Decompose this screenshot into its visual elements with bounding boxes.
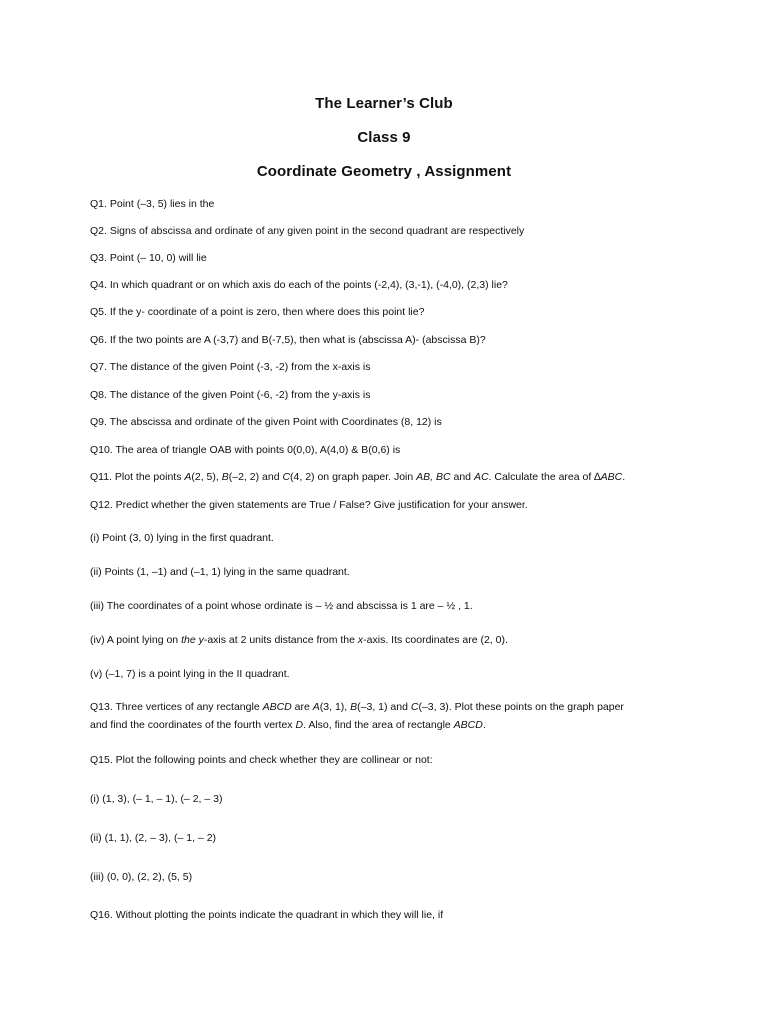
question-12-item-iv (90, 631, 690, 649)
question-13-line-2 (90, 716, 690, 734)
question-15-item-iii: (iii) (0, 0), (2, 2), (5, 5) (90, 871, 193, 883)
q11-point-b: B (221, 471, 229, 483)
question-15: Q15. Plot the following points and check whether they are collinear or not: (90, 754, 433, 766)
q11-part: (–2, 2) and (228, 471, 283, 483)
q12-iv-part: -axis. Its coordinates are (2, 0). (363, 634, 508, 646)
q13-part: and find the coordinates of the fourth vertex (90, 719, 296, 731)
question-1-number: Q1 (90, 198, 105, 210)
q13-point-a: A (312, 701, 320, 713)
question-16-number: Q16 (90, 909, 110, 921)
q11-part: and (450, 471, 474, 483)
q13-part: . (482, 719, 486, 731)
q12-iv-x-axis: x (357, 634, 364, 646)
question-12-item-v: (v) (–1, 7) is a point lying in the II quadrant. (90, 668, 290, 680)
q13-rectangle: ABCD (453, 719, 483, 731)
q11-point-a: A (184, 471, 192, 483)
assignment-title: Coordinate Geometry , Assignment (256, 163, 512, 180)
question-4: Q4. In which quadrant or on which axis do each of the points (-2,4), (3,-1), (-4,0), (2,3) lie? (90, 279, 508, 291)
question-16 (90, 906, 690, 924)
question-7: Q7. The distance of the given Point (-3, -2) from the x-axis is (90, 361, 371, 373)
q13-part: (–3, 1) and (357, 701, 411, 713)
question-15-item-i: (i) (1, 3), (– 1, – 1), (– 2, – 3) (90, 793, 223, 805)
question-2: Q2. Signs of abscissa and ordinate of any given point in the second quadrant are respectively (90, 225, 525, 237)
question-3: Q3. Point (– 10, 0) will lie (90, 252, 207, 264)
q11-point-c: C (282, 471, 291, 483)
q11-segments: AB, BC (416, 471, 451, 483)
question-9: Q9. The abscissa and ordinate of the given Point with Coordinates (8, 12) is (90, 416, 442, 428)
question-12-item-ii: (ii) Points (1, –1) and (–1, 1) lying in the same quadrant. (90, 566, 350, 578)
q11-part: (4, 2) on graph paper. Join (290, 471, 417, 483)
question-6: Q6. If the two points are A (-3,7) and B(-7,5), then what is (abscissa A)- (abscissa B)? (90, 334, 486, 346)
q13-point-b: B (350, 701, 358, 713)
q11-triangle: ABC (600, 471, 623, 483)
question-13-number: Q13 (90, 701, 110, 713)
question-13-line-1 (90, 698, 690, 716)
school-name: The Learner’s Club (315, 95, 453, 112)
question-1-text: . Point (–3, 5) lies in the (104, 198, 215, 210)
q13-part: (3, 1), (319, 701, 351, 713)
question-12: Q12. Predict whether the given statements are True / False? Give justification for your answer. (90, 499, 528, 511)
class-label: Class 9 (357, 129, 411, 146)
q12-iv-part: (iv) A point lying on (90, 634, 182, 646)
q13-part: (–3, 3). Plot these points on the graph paper (418, 701, 624, 713)
q13-part: . Also, find the area of rectangle (303, 719, 454, 731)
q12-iv-y-axis: the y (181, 634, 204, 646)
question-1 (90, 195, 690, 213)
q13-part: are (291, 701, 313, 713)
question-12-item-iii: (iii) The coordinates of a point whose ordinate is – ½ and abscissa is 1 are – ½ , 1. (90, 600, 473, 612)
question-5: Q5. If the y- coordinate of a point is zero, then where does this point lie? (90, 306, 425, 318)
question-12-item-i: (i) Point (3, 0) lying in the first quadrant. (90, 532, 274, 544)
q11-part: . Calculate the area of ∆ (488, 471, 601, 483)
question-11 (90, 468, 690, 486)
q13-point-c: C (410, 701, 419, 713)
question-15-item-ii: (ii) (1, 1), (2, – 3), (– 1, – 2) (90, 832, 217, 844)
q11-part: . (622, 471, 626, 483)
question-10: Q10. The area of triangle OAB with points 0(0,0), A(4,0) & B(0,6) is (90, 444, 401, 456)
question-16-text: . Without plotting the points indicate the quadrant in which they will lie, if (109, 909, 444, 921)
q13-part: . Three vertices of any rectangle (109, 701, 263, 713)
q11-segment-ac: AC (473, 471, 489, 483)
q13-rectangle: ABCD (262, 701, 292, 713)
q12-iv-part: -axis at 2 units distance from the (203, 634, 358, 646)
q11-part: (2, 5), (191, 471, 222, 483)
q11-part: Q11. Plot the points (90, 471, 185, 483)
q13-point-d: D (295, 719, 304, 731)
question-8: Q8. The distance of the given Point (-6, -2) from the y-axis is (90, 389, 371, 401)
